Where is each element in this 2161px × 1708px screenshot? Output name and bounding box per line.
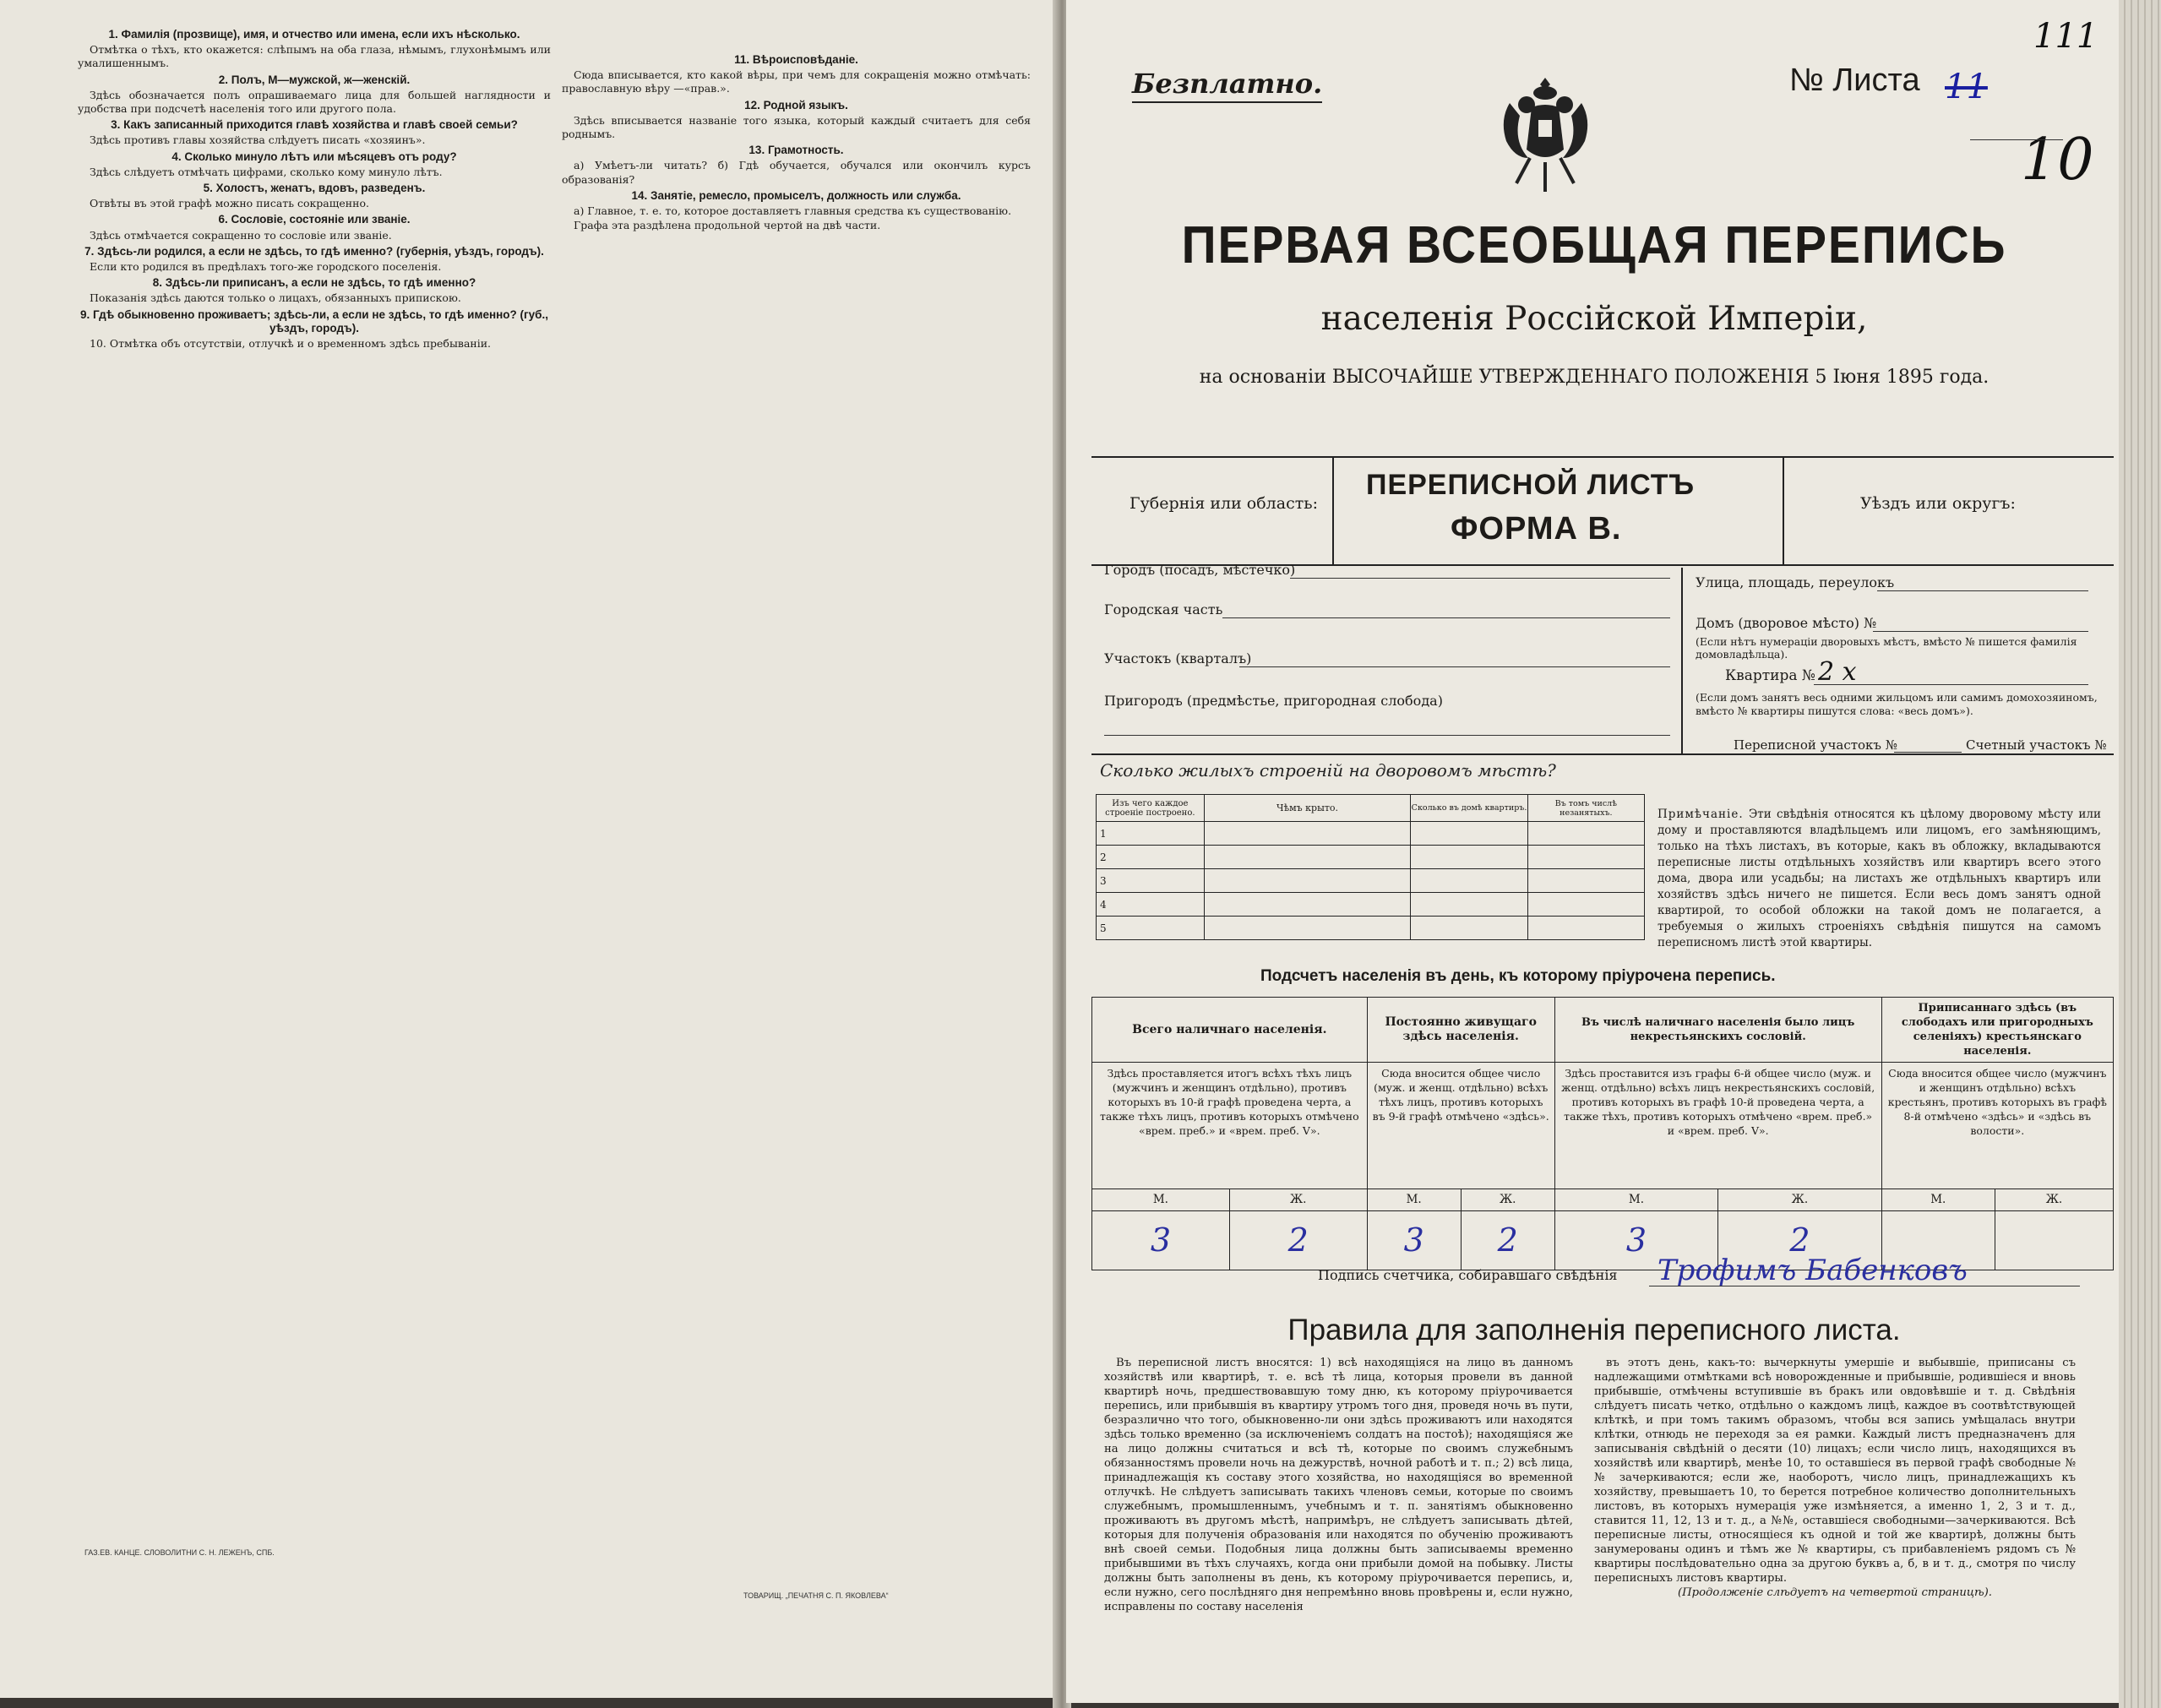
suburb-field-label: Пригородъ (предмѣстье, пригородная слобода) [1104,693,1443,709]
count-desc-nonpeasant: Здѣсь проставится изъ графы 6-й общее число (муж. и женщ. отдѣльно) всѣхъ лицъ некрестьянскихъ сословій, противъ которыхъ въ графѣ 10-й проведена черта, а также тѣхъ, противъ которыхъ отмѣчено «врем. преб.» и «врем. преб. V». [1554,1063,1881,1189]
instruction-text: Показанія здѣсь даются только о лицахъ, обязанныхъ припискою. [90,291,461,305]
instruction-heading: 9. Гдѣ обыкновенно проживаетъ; здѣсь-ли, а если не здѣсь, то гдѣ именно? (губ., уѣздъ, городъ). [80,307,548,335]
archive-page-number: 111 [2033,17,2098,56]
city-field-label: Городъ (посадъ, мѣстечко) [1104,562,1296,578]
count-value-total-f: 2 [1229,1211,1367,1270]
uezd-label: Уѣздъ или округъ: [1860,494,2016,513]
mf-label: Ж. [1229,1189,1367,1211]
mf-label: М. [1554,1189,1717,1211]
instruction-heading: 5. Холостъ, женатъ, вдовъ, разведенъ. [203,182,426,195]
count-desc-peasant: Сюда вносится общее число (мужчинъ и женщинъ отдѣльно) всѣхъ крестьянъ, противъ которыхъ въ графѣ 8-й отмѣчено «здѣсь» и «здѣсь въ волости». [1881,1063,2113,1189]
mf-label: М. [1881,1189,1995,1211]
bld-col-roof: Чѣмъ крыто. [1204,795,1411,822]
bld-row-num: 4 [1097,893,1205,917]
census-subtitle: населенія Россійской Имперіи, [1320,300,1868,338]
instruction-heading: 12. Родной языкъ. [744,98,848,112]
double-headed-eagle-emblem [1493,69,1598,196]
buildings-question: Сколько жилыхъ строеній на дворовомъ мѣстѣ? [1100,760,1556,781]
note-text: Эти свѣдѣнія относятся къ цѣлому дворовому мѣсту или дому и проставляются владѣльцемъ или лицомъ, его замѣняющимъ, только на тѣхъ листахъ, въ которые, какъ въ обложку, вкладываются переписные листы отдѣльныхъ хозяйствъ или квартиръ всего этого дома, двора или усадьбы; на листахъ же отдѣльныхъ квартиръ или хозяйствъ здѣсь ничего не пишется. Если весь домъ занятъ одной квартирой, то особой обложки на такой домъ не полагается, а требуемыя о жилыхъ строеніяхъ свѣдѣнія пишутся на самомъ переписномъ листѣ этой квартиры. [1657,808,2101,949]
count-district-label: Счетный участокъ № [1966,737,2107,753]
instruction-text: Здѣсь противъ главы хозяйства слѣдуетъ писать «хозяинъ». [90,133,426,147]
count-col-resident: Постоянно живущаго здѣсь населенія. [1367,998,1554,1063]
stacked-page-edges [2119,0,2161,1708]
instruction-heading: 6. Сословіе, состояніе или званіе. [218,213,411,226]
instruction-text: Сюда вписывается, кто какой вѣры, при чемъ для сокращенія можно отмѣчать: православную вѣру —«прав.». [562,68,1031,95]
instruction-text: а) Главное, т. е. то, которое доставляетъ главныя средства къ существованію. [574,204,1012,218]
census-title: ПЕРВАЯ ВСЕОБЩАЯ ПЕРЕПИСЬ [1181,216,2007,275]
instruction-text: 10. Отмѣтка объ отсутствіи, отлучкѣ и о временномъ здѣсь пребываніи. [90,337,492,351]
mf-label: М. [1367,1189,1461,1211]
sheet-number-handwritten: 10 [2021,127,2094,193]
instruction-heading: 1. Фамилія (прозвище), имя, и отчество или имена, если ихъ нѣсколько. [108,28,520,41]
instruction-text: Графа эта раздѣлена продольной чертой на двѣ части. [574,219,881,232]
count-desc-resident: Сюда вносится общее число (муж. и женщ. отдѣльно) всѣхъ тѣхъ лицъ, противъ которыхъ въ 9-й графѣ отмѣчено «здѣсь». [1367,1063,1554,1189]
legal-basis: на основаніи ВЫСОЧАЙШЕ УТВЕРЖДЕННАГО ПОЛОЖЕНІЯ 5 Іюня 1895 года. [1199,367,1990,388]
mf-label: Ж. [1995,1189,2113,1211]
count-value-resident-f: 2 [1461,1211,1554,1270]
bld-row-num: 1 [1097,822,1205,846]
note-title: Примѣчаніе. [1657,808,1744,821]
instruction-text: Здѣсь слѣдуетъ отмѣчать цифрами, сколько кому минуло лѣтъ. [90,165,443,178]
bld-row-num: 3 [1097,869,1205,893]
count-value-total-m: 3 [1092,1211,1230,1270]
instructions-column-2 [562,51,1031,1495]
count-value-resident-m: 3 [1367,1211,1461,1270]
buildings-table [1096,794,1645,940]
guberniya-label: Губернія или область: [1129,494,1318,513]
census-district-label: Переписной участокъ № [1734,737,1897,753]
rules-title: Правила для заполненія переписного листа. [1287,1314,1901,1346]
enumerator-signature: Трофимъ Бабенковъ [1657,1254,1968,1287]
count-col-peasant: Приписаннаго здѣсь (въ слободахъ или пригородныхъ селеніяхъ) крестьянскаго населенія. [1881,998,2113,1063]
instruction-heading: 13. Грамотность. [748,144,844,157]
free-label: Безплатно. [1132,68,1323,100]
instructions-column-1 [78,25,551,1495]
mf-label: Ж. [1461,1189,1554,1211]
instruction-heading: 2. Полъ, М—мужской, ж—женскій. [218,73,411,86]
count-value-nonpeasant-f: 2 [1718,1211,1881,1270]
instruction-heading: 3. Какъ записанный приходится главѣ хозяйства и главѣ своей семьи? [111,118,518,132]
sheet-number-old-handwritten: 11 [1945,68,1988,106]
instruction-text: Здѣсь обозначается полъ опрашиваемаго лица для большей наглядности и удобства при подсчетѣ населенія того или другого пола. [78,88,551,116]
instruction-heading: 14. Занятіе, ремесло, промыселъ, должность или служба. [631,188,961,202]
bld-col-apartments: Сколько въ домѣ квартиръ. [1411,795,1527,822]
bld-col-vacant: Въ томъ числѣ незанятыхъ. [1527,795,1644,822]
mf-label: Ж. [1718,1189,1881,1211]
instruction-heading: 11. Вѣроисповѣданіе. [734,53,858,66]
census-list-title: ПЕРЕПИСНОЙ ЛИСТЪ [1366,469,1696,501]
instruction-heading: 8. Здѣсь-ли приписанъ, а если не здѣсь, то гдѣ именно? [152,276,476,290]
instruction-heading: 4. Сколько минуло лѣтъ или мѣсяцевъ отъ роду? [171,150,457,163]
count-desc-total: Здѣсь проставляется итогъ всѣхъ тѣхъ лицъ (мужчинъ и женщинъ отдѣльно), противъ которыхъ въ 10-й графѣ проведена черта, а также тѣхъ лицъ, противъ которыхъ отмѣчено «врем. преб.» и «врем. преб. V». [1092,1063,1368,1189]
quarter-field-label: Участокъ (кварталъ) [1104,650,1252,666]
rules-right-text: въ этотъ день, какъ-то: вычеркнуты умершіе и выбывшіе, приписаны съ надлежащими отмѣтками всѣ новорожденные и прибывшіе, родившіеся и вновь прибывшіе, отмѣчены вступившіе въ бракъ или овдовѣвшіе и т. д. Свѣдѣнія слѣдуетъ писать четко, отдѣльно о каждомъ лицѣ, каждое въ соотвѣтствующей клѣткѣ, и при томъ такимъ образомъ, чтобы вся запись умѣщалась внутри клѣтки, отнюдь не переходя за ея рамки. Каждый листъ предназначенъ для записыванія свѣдѣній о десяти (10) лицахъ; если число лицъ, находящихся въ хозяйствѣ или квартирѣ, менѣе 10, то оставшіеся въ первой графѣ свободные №№ зачеркиваются; если же, наоборотъ, число лицъ, принадлежащихъ къ хозяйству, превышаетъ 10, то берется потребное количество дополнительныхъ листовъ, въ которыхъ нумерація уже измѣняется, а именно 1, 2, 3 и т. д., ставится 11, 12, 13 и т. д., а №№, оставшіеся свободными—зачеркиваются. Всѣ переписные листы, относящіеся къ одной и той же квартирѣ, должны быть занумерованы одинъ и тѣмъ же № квартиры, съ прибавленіемъ рядомъ съ № квартиры послѣдовательно одна за другою буквъ а, б, в и т. д., смотря по числу переписныхъ листовъ квартиры. [1594,1357,2076,1585]
population-count-title: Подсчетъ населенія въ день, къ которому пріурочена перепись. [1260,967,1776,985]
bld-col-material: Изъ чего каждое строеніе построено. [1097,795,1205,822]
city-part-field-label: Городская часть [1104,601,1223,617]
rules-continued: (Продолженіе слѣдуетъ на четвертой страницѣ). [1678,1586,1992,1599]
census-sheet-page [1066,0,2122,1703]
apartment-field-label: Квартира № [1725,667,1815,684]
instruction-text: Здѣсь отмѣчается сокращенно то сословіе или званіе. [90,228,392,242]
instruction-text: Отвѣты въ этой графѣ можно писать сокращенно. [90,197,369,210]
bld-row-num: 5 [1097,917,1205,940]
instruction-text: Здѣсь вписывается названіе того языка, который каждый считаетъ для себя роднымъ. [562,113,1031,141]
count-col-total: Всего наличнаго населенія. [1092,998,1368,1063]
left-page [0,0,1060,1698]
apartment-note: (Если домъ занятъ весь одними жильцомъ или самимъ домохозяиномъ, вмѣсто № квартиры пишутся слова: «весь домъ»). [1696,691,2098,717]
rules-right-column [1594,1356,2076,1668]
rules-left-text: Въ переписной листъ вносятся: 1) всѣ находящіяся на лицо въ данномъ хозяйствѣ или квартирѣ, т. е. всѣ тѣ лица, которыя провели въ данной квартирѣ ночь, предшествовавшую тому дню, къ которому пріурочивается перепись, или прибывшія въ квартиру утромъ того дня, проведя ночь въ пути, безразлично что того, обыкновенно-ли они здѣсь проживаютъ или находятся здѣсь только временно (за исключеніемъ солдатъ на постоѣ); находящіяся же на лицо должны считаться и всѣ тѣ, которые по своимъ служебнымъ обязанностямъ провели ночь на дежурствѣ, ночной работѣ и т. п.; 2) всѣ лица, принадлежащія къ составу этого хозяйства, но находящіяся во временной отлучкѣ. Не слѣдуетъ записывать такихъ членовъ семьи, которые по своимъ служебнымъ, промышленнымъ, учебнымъ и т. п. занятіямъ обыкновенно проживаютъ въ другомъ мѣстѣ, напримѣръ, не слѣдуетъ записывать дѣтей, которыя для полученія образованія или находятся по обученію проживаютъ внѣ своей семьи. Подобныя лица должны быть записываемы временно прибывшими въ тѣхъ случаяхъ, когда они прибыли домой на побывку. Листы должны быть заполнены въ день, къ которому пріурочивается перепись, и, если нужно, сего послѣдняго дня непремѣнно вновь провѣрены и, если нужно, исправлены по составу населенія [1104,1357,1573,1613]
count-value-peasant-f [1995,1211,2113,1270]
rules-left-column [1104,1356,1573,1668]
instruction-text: а) Умѣетъ-ли читать? б) Гдѣ обучается, обучался или окончилъ курсъ образованія? [562,159,1031,186]
street-field-label: Улица, площадь, переулокъ [1696,574,1895,590]
instruction-text: Если кто родился въ предѣлахъ того-же городского поселенія. [90,260,442,274]
bld-row-num: 2 [1097,846,1205,869]
form-label: ФОРМА В. [1451,511,1622,547]
count-col-nonpeasant: Въ числѣ наличнаго населенія было лицъ некрестьянскихъ сословій. [1554,998,1881,1063]
house-note: (Если нѣтъ нумераціи дворовыхъ мѣстъ, вмѣсто № пишется фамилія домовладѣльца). [1696,635,2077,661]
count-value-nonpeasant-m: 3 [1554,1211,1717,1270]
signature-label: Подпись счетчика, собиравшаго свѣдѣнія [1318,1267,1618,1283]
mf-label: М. [1092,1189,1230,1211]
instruction-text: Отмѣтка о тѣхъ, кто окажется: слѣпымъ на оба глаза, нѣмымъ, глухонѣмымъ или умалишеннымъ. [78,43,551,70]
instruction-heading: 7. Здѣсь-ли родился, а если не здѣсь, то гдѣ именно? (губернія, уѣздъ, городъ). [84,244,544,258]
house-field-label: Домъ (дворовое мѣсто) № [1696,615,1877,631]
buildings-note [1657,807,2101,951]
population-count-table [1091,997,2114,1270]
sheet-number-label: № Листа [1789,63,1920,98]
apartment-number-handwritten: 2 x [1818,657,1857,687]
imprint-right: ТОВАРИЩ. „ПЕЧАТНЯ С. П. ЯКОВЛЕВА“ [743,1591,889,1600]
imprint-left: ГАЗ.ЕВ. КАНЦЕ. СЛОВОЛИТНИ С. Н. ЛЕЖЕНЪ, СПБ. [84,1548,275,1557]
